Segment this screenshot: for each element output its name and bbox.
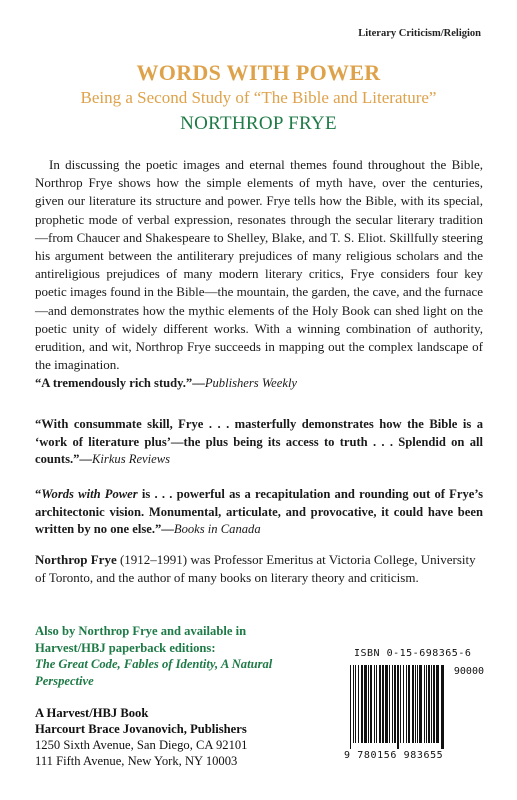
barcode-bar [441, 665, 444, 749]
review-quote-2 [35, 416, 483, 469]
barcode-bar [385, 665, 388, 743]
barcode-bar [415, 665, 416, 743]
quote-lead: “ [35, 487, 42, 501]
barcode [340, 648, 490, 766]
barcode-bar [417, 665, 418, 743]
bio-text: (1912–1991) was Professor Emeritus at Victoria College, University of Toronto, and the author of many books on literary theory and criticism. [35, 552, 476, 585]
quote-source: Publishers Weekly [204, 376, 298, 390]
barcode-bar [358, 665, 359, 743]
quote-text: “With consummate skill, Frye . . . masterfully demonstrates how the Bible is a ‘work of literature plus’—the plus being its access to truth . . . Splendid on all counts.”— [35, 417, 483, 466]
barcode-bar [350, 665, 351, 749]
barcode-bar [400, 665, 401, 743]
publisher-name: Harcourt Brace Jovanovich, Publishers [35, 722, 247, 736]
barcode-bar [406, 665, 407, 743]
publisher-imprint: A Harvest/HBJ Book [35, 706, 149, 720]
barcode-bar [424, 665, 425, 743]
barcode-bar [412, 665, 414, 743]
barcode-bar [428, 665, 430, 743]
barcode-bar [382, 665, 384, 743]
barcode-bar [376, 665, 377, 743]
ean-text: 9 780156 983655 [344, 750, 444, 761]
publisher-address-1: 1250 Sixth Avenue, San Diego, CA 92101 [35, 738, 248, 752]
quote-text: “A tremendously rich study.”— [35, 376, 205, 390]
category-label: Literary Criticism/Religion [358, 28, 481, 39]
book-description: In discussing the poetic images and eternal themes found throughout the Bible, Northrop Frye shows how the simple elements of myth have, over the centuries, given our literature its structure and power. Frye tells how the Bible, with its special, prophetic mode of verbal expression, resonates through the secular literary tradition—from Chaucer and Shakespeare to Shelley, Blake, and T. S. Eliot. Skillfully steering his argument between the antiliterary prejudices of many religious scholars and the antireligious prejudices of many modern literary critics, Frye considers four key poetic images found in the Bible—the mountain, the garden, the cave, and the furnace—and demonstrates how the mythic elements of the Holy Book can shed light on the poetic unity of widely different works. With a winning combination of authority, erudition, and wit, Northrop Frye succeeds in mapping out the complex landscape of the imagination. [35, 157, 483, 373]
title-block [0, 60, 517, 136]
publisher-address-2: 111 Fifth Avenue, New York, NY 10003 [35, 754, 238, 768]
barcode-bar [431, 665, 432, 743]
quote-source: Books in Canada [173, 522, 261, 536]
book-subtitle: Being a Second Study of “The Bible and Literature” [80, 88, 437, 107]
barcode-bar [379, 665, 381, 743]
price-code: 90000 [453, 666, 484, 677]
barcode-bar [389, 665, 390, 743]
barcode-bar [397, 665, 399, 749]
barcode-bar [436, 665, 439, 743]
barcode-bar [433, 665, 435, 743]
author-bio [35, 551, 483, 586]
bio-name: Northrop Frye [35, 552, 117, 567]
barcode-bar [394, 665, 396, 743]
quote-book-title: Words with Power [41, 487, 138, 501]
also-by-section [35, 623, 295, 689]
review-quote-3 [35, 486, 483, 539]
barcode-bar [374, 665, 375, 743]
quote-text: is . . . powerful as a recapitulation and rounding out of Frye’s architectonic vision. Monumental, articulate, and provocative, it could have been written by no one else.”— [35, 487, 483, 536]
review-quote-1 [35, 375, 483, 393]
barcode-bar [353, 665, 354, 743]
also-by-intro: Also by Northrop Frye and available in Harvest/HBJ paperback editions: [35, 624, 247, 655]
book-title: WORDS WITH POWER [136, 60, 381, 85]
isbn-text: ISBN 0-15-698365-6 [354, 648, 472, 659]
barcode-bar [408, 665, 410, 743]
barcode-bar [370, 665, 372, 743]
barcode-bar [403, 665, 404, 743]
barcode-bar [392, 665, 393, 743]
barcode-bar [361, 665, 363, 743]
barcode-bar [364, 665, 367, 743]
also-by-titles: The Great Code, Fables of Identity, A Natural Perspective [35, 657, 273, 688]
barcode-bars [348, 665, 444, 749]
barcode-bar [419, 665, 422, 743]
barcode-bar [355, 665, 356, 743]
barcode-bar [426, 665, 427, 743]
book-author: NORTHROP FRYE [180, 113, 337, 134]
publisher-block [35, 705, 335, 769]
quote-source: Kirkus Reviews [92, 452, 171, 466]
barcode-bar [368, 665, 369, 743]
